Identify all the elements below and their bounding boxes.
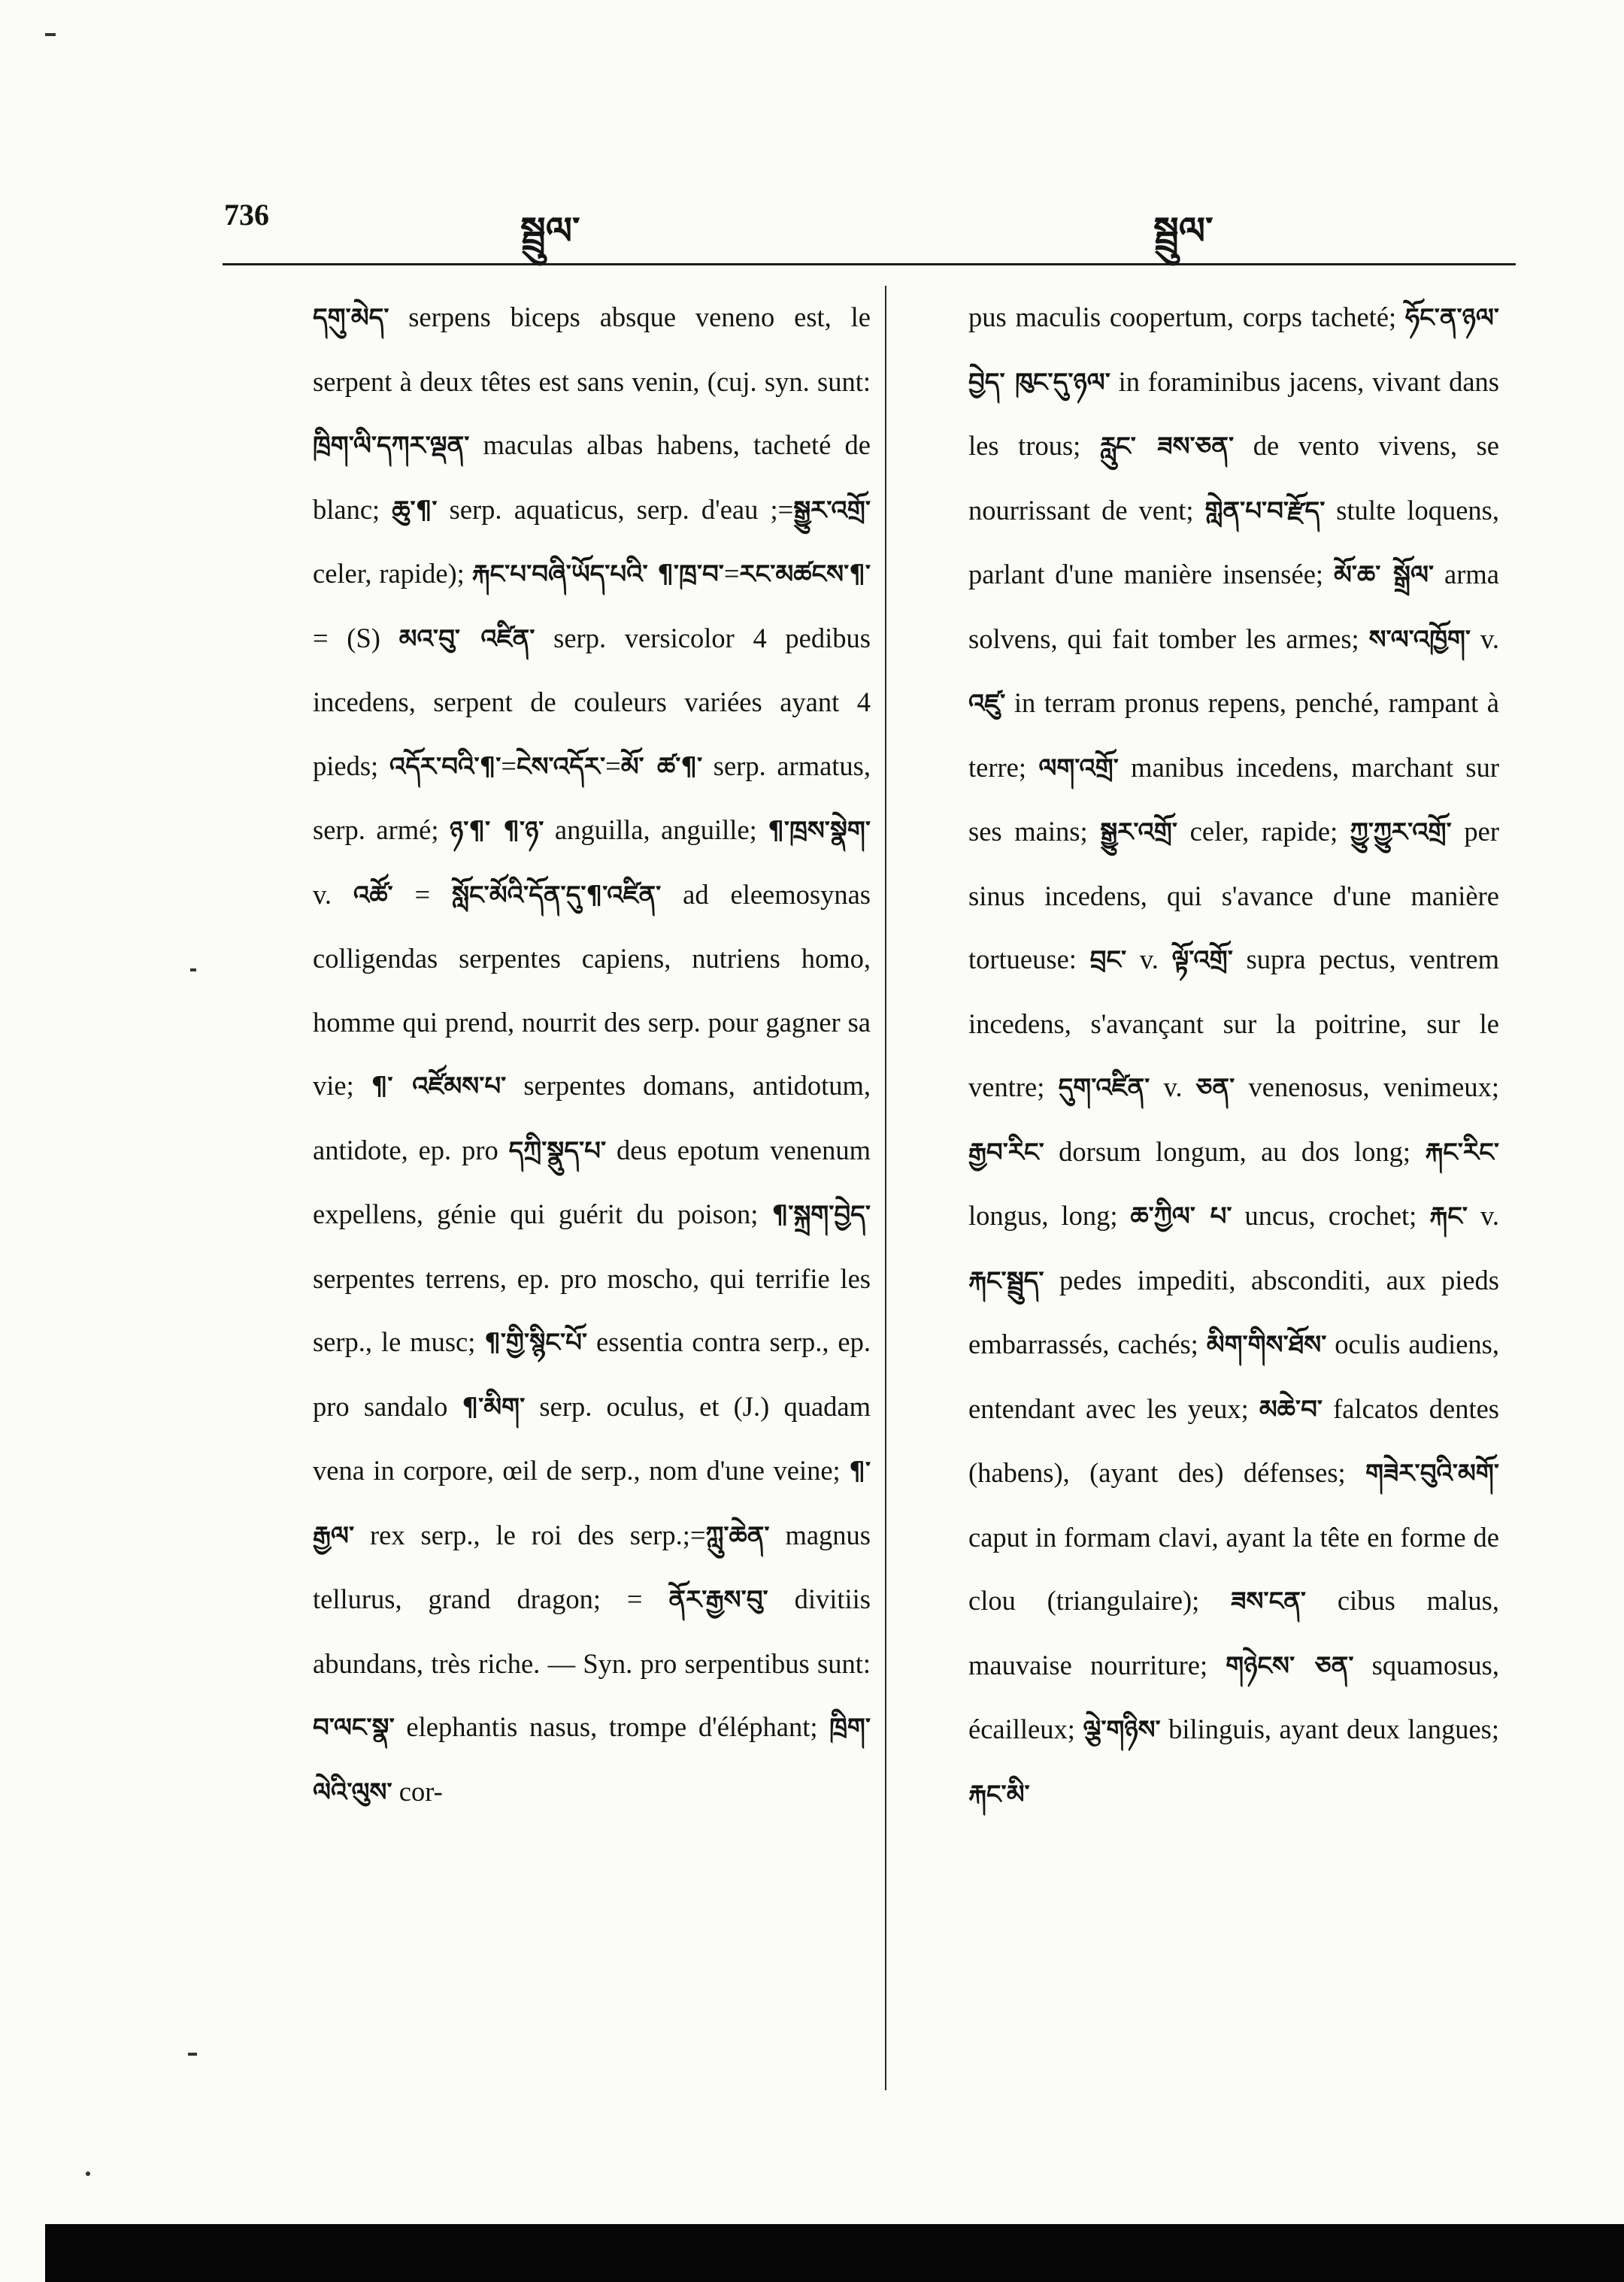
header-rule <box>223 263 1516 265</box>
right-column-text: pus maculis coopertum, corps tacheté; ཧོང་ན་ཉལ་བྱེད་ ཁུང་དུ་ཉལ་ in foraminibus jacens, vivant dans les trous; རླུང་ ཟས་ཅན་ de vento vivens, se nourrissant de vent; གླེན་པ་བ་རྫོད་ stulte loquens, parlant d'une manière insensée; མོ་ཆ་ སྒྲོལ་ arma solvens, qui fait tomber les armes; ས་ལ་འཁྱོག་ v. འཛུ་ in terram pronus repens, penché, rampant à terre; ལག་འགྲོ་ manibus incedens, marchant sur ses mains; སྒྱུར་འགྲོ་ celer, rapide; ཀྱུ་ཀྱུར་འགྲོ་ per sinus incedens, qui s'avance d'une manière tortueuse: བྲང་ v. ལྟོ་འགྲོ་ supra pectus, ventrem incedens, s'avançant sur la poitrine, sur le ventre; དུག་འཛིན་ v. ཅན་ venenosus, venimeux; རྒྱབ་རིང་ dorsum longum, au dos long; རྐང་རིང་ longus, long; ཆ་ཀྱིལ་ པ་ uncus, crochet; རྐང་ v. རྐང་སྦྲུད་ pedes impediti, absconditi, aux pieds embarrassés, cachés; མིག་གིས་ཐོས་ oculis audiens, entendant avec les yeux; མཆེ་བ་ falcatos dentes (habens), (ayant des) défenses; གཟེར་བུའི་མགོ་ caput in formam clavi, ayant la tête en forme de clou (triangulaire); ཟས་ངན་ cibus malus, mauvaise nourriture; གཉེངས་ ཅན་ squamosus, écailleux; ལྕེ་གཉིས་ bilinguis, ayant deux langues; རྐང་མི་ <box>968 302 1500 1810</box>
left-column-text: དགུ་མེད་ serpens biceps absque veneno est, le serpent à deux têtes est sans venin, (cuj. syn. sunt: ཁྲིག་ལི་དཀར་ལྡན་ maculas albas habens, tacheté de blanc; ཆུ་¶་ serp. aquaticus, serp. d'eau ;=སྒྱུར་འགྲོ་ celer, rapide); རྐང་པ་བཞི་ཡོད་པའི་ ¶་ཁྲ་བ་=རང་མཚངས་¶་ = (S) མའ་བུ་ འཛིན་ serp. versicolor 4 pedibus incedens, serpent de couleurs variées ayant 4 pieds; འདོར་བའི་¶་=ངེས་འདོར་=མོ་ ཚ་¶་ serp. armatus, serp. armé; ཉ་¶་ ¶་ཉ་ anguilla, anguille; ¶་ཁྲས་སྣེག་ v. འཚོ་ = སློང་མོའི་དོན་དུ་¶་འཛིན་ ad eleemosynas colligendas serpentes capiens, nutriens homo, homme qui prend, nourrit des serp. pour gagner sa vie; ¶་ འཛོམས་པ་ serpentes domans, antidotum, antidote, ep. pro དཀྲི་སྣུད་པ་ deus epotum venenum expellens, génie qui guérit du poison; ¶་སྐྲག་བྱེད་ serpentes terrens, ep. pro moscho, qui terrifie les serp., le musc; ¶་གྱི་སྙིང་པོ་ essentia contra serp., ep. pro sandalo ¶་མིག་ serp. oculus, et (J.) quadam vena in corpore, œil de serp., nom d'une veine; ¶་རྒྱལ་ rex serp., le roi des serp.;=ཀླུ་ཆེན་ magnus tellurus, grand dragon; = ནོར་རྒྱས་བུ་ divitiis abundans, très riche. — Syn. pro serpentibus sunt: བ་ལང་སྣ་ elephantis nasus, trompe d'éléphant; ཁྲིག་ལེའི་ལུས་ cor- <box>313 302 871 1808</box>
running-head-right: སྦྲུལ་ <box>1153 208 1213 253</box>
left-column <box>313 286 871 1824</box>
running-head-left: སྦྲུལ་ <box>520 208 580 253</box>
right-column <box>968 286 1499 1826</box>
column-divider <box>885 286 886 2090</box>
scan-border-bar <box>45 2224 1624 2282</box>
page-number: 736 <box>224 198 269 232</box>
scan-speck <box>45 33 56 36</box>
scan-speck <box>86 2171 90 2176</box>
scan-speck <box>188 2053 197 2056</box>
scan-speck <box>190 968 196 971</box>
